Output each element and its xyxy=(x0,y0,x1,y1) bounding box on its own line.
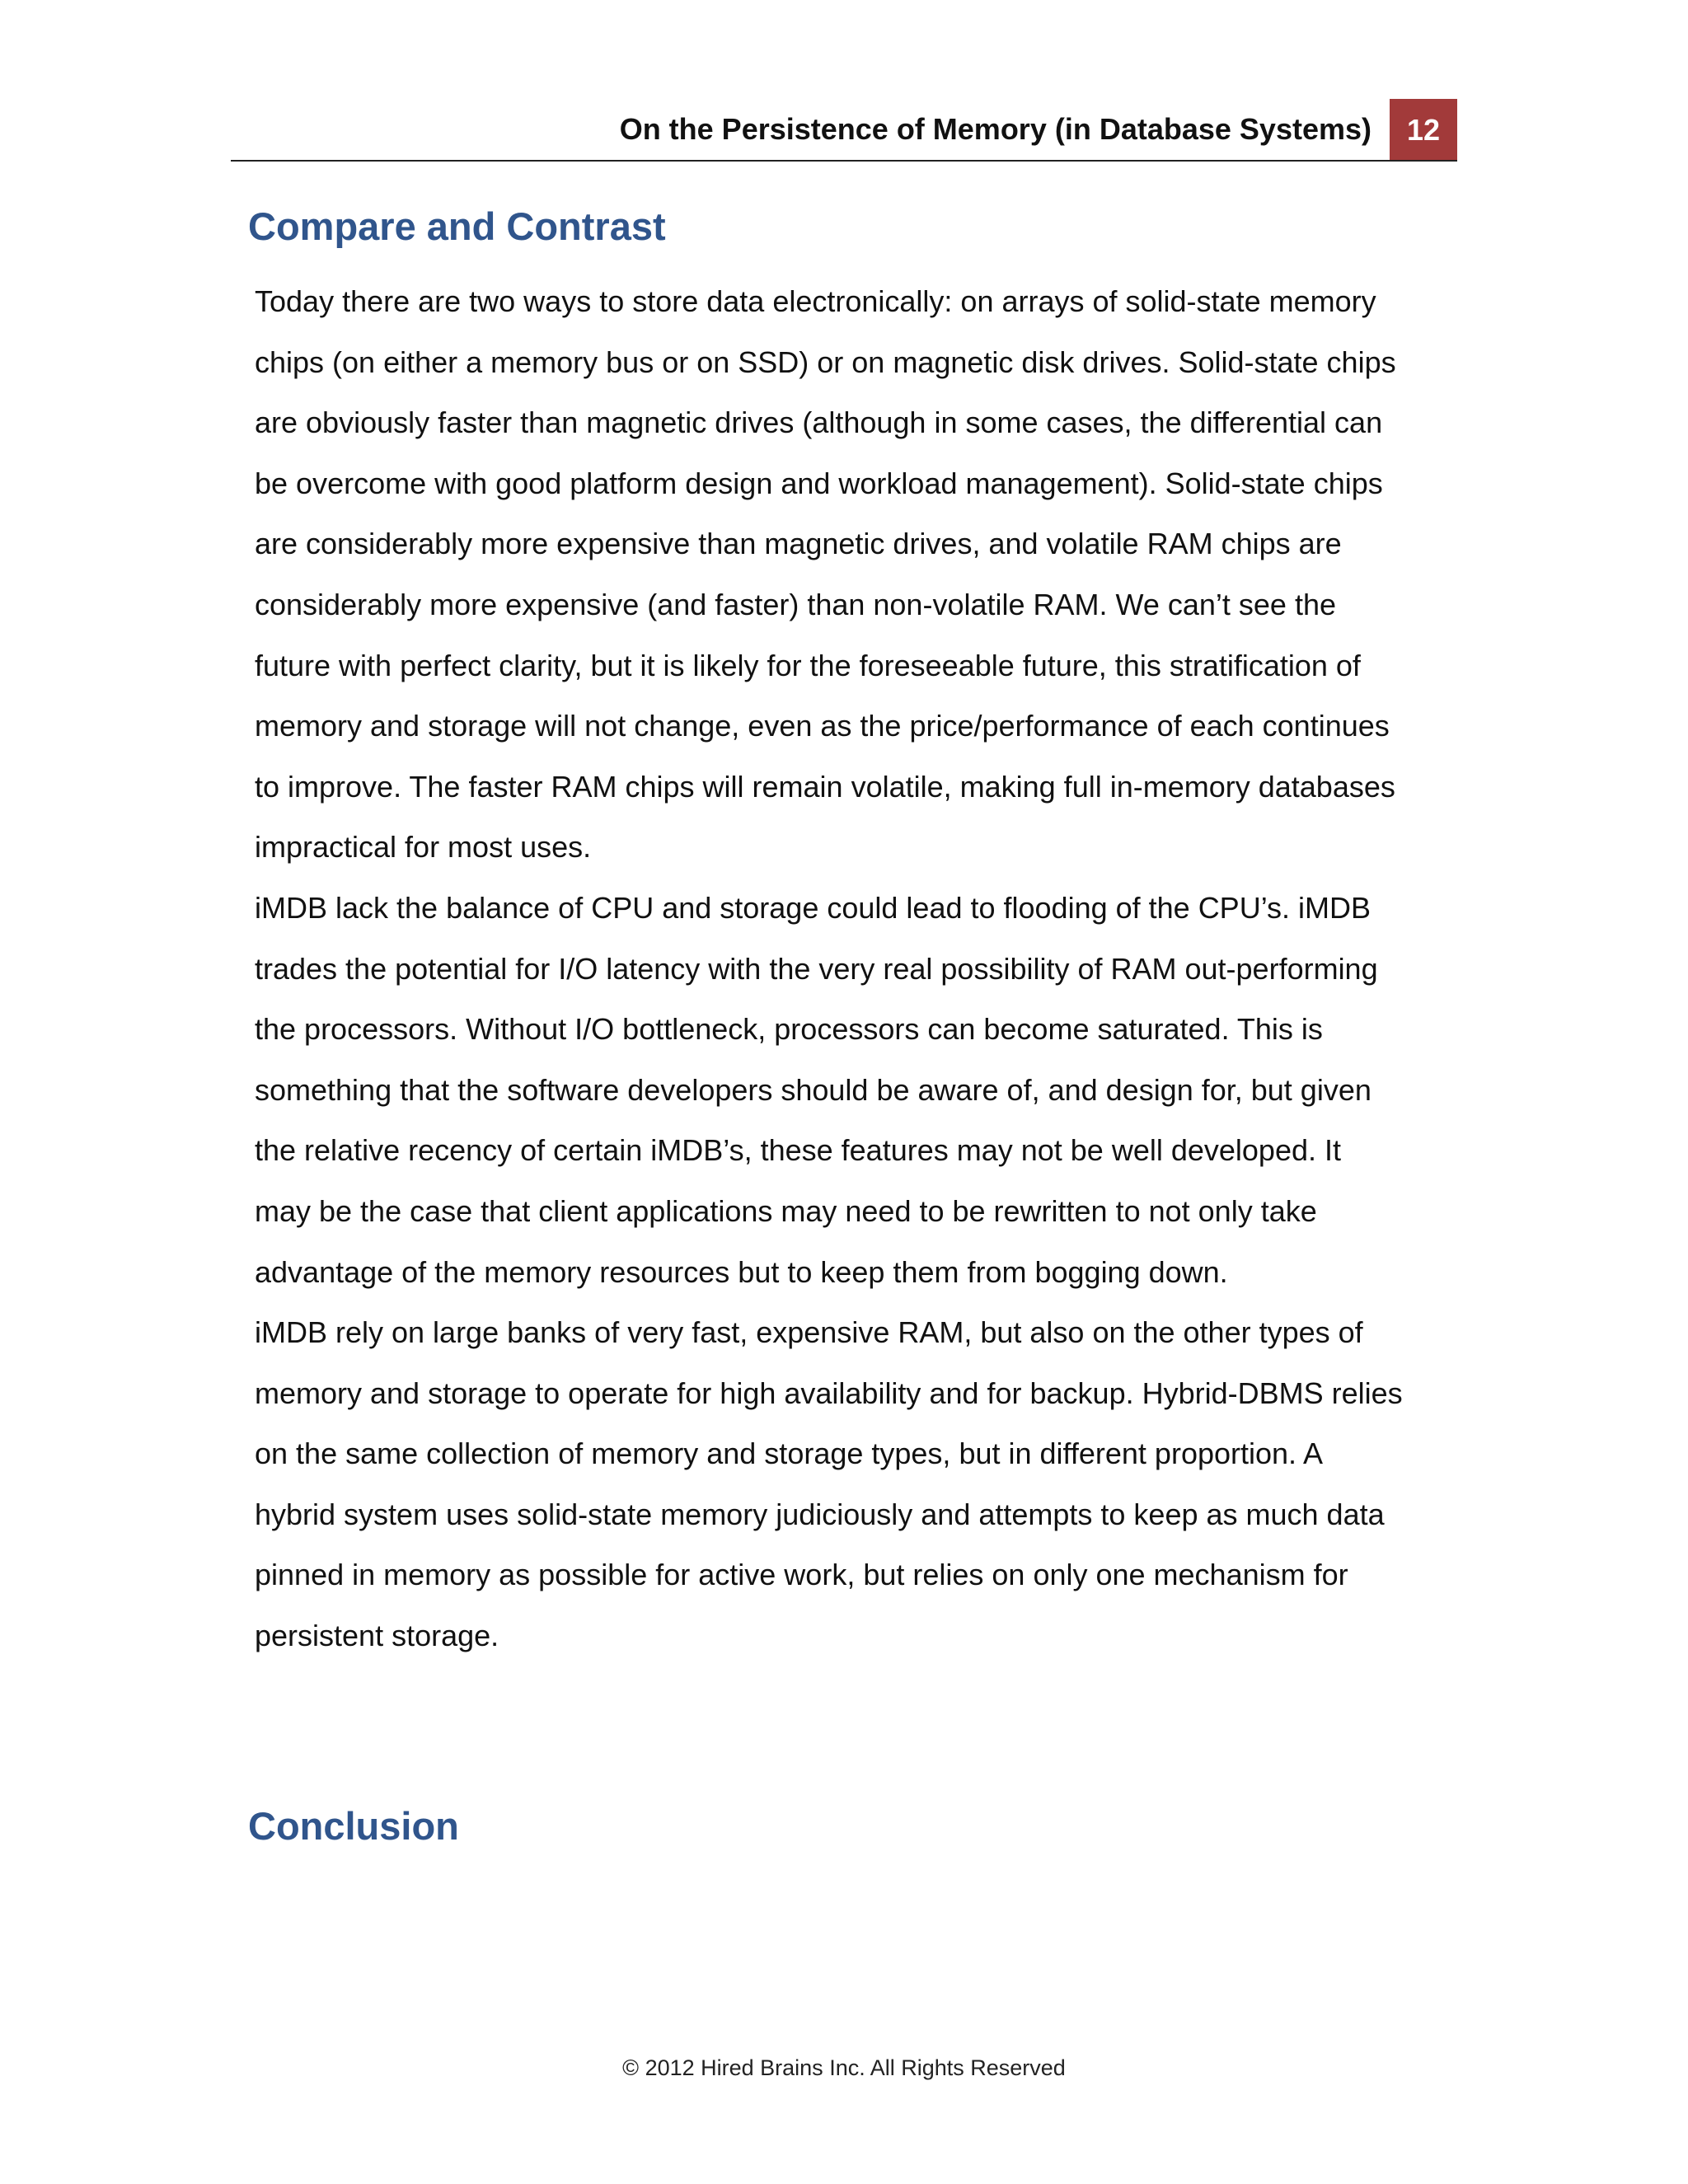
paragraph-line: persistent storage. xyxy=(255,1619,499,1653)
paragraph-line: Today there are two ways to store data electronically: on arrays of solid-state memory xyxy=(255,284,1376,318)
paragraph-line: are obviously faster than magnetic drives (although in some cases, the differential can xyxy=(255,405,1383,440)
paragraph-line: memory and storage will not change, even as the price/performance of each continues xyxy=(255,709,1390,743)
section-heading-conclusion: Conclusion xyxy=(248,1804,459,1848)
paragraph-line: something that the software developers should be aware of, and design for, but given xyxy=(255,1072,1372,1107)
paragraph-line: advantage of the memory resources but to keep them from bogging down. xyxy=(255,1254,1228,1289)
header-rule xyxy=(231,160,1457,162)
paragraph-line: iMDB rely on large banks of very fast, expensive RAM, but also on the other types of xyxy=(255,1315,1363,1350)
header-title: On the Persistence of Memory (in Database Systems) xyxy=(619,112,1372,146)
copyright-footer: © 2012 Hired Brains Inc. All Rights Reserved xyxy=(622,2055,1066,2080)
running-header xyxy=(231,99,1457,162)
paragraph-line: on the same collection of memory and storage types, but in different proportion. A xyxy=(255,1436,1324,1471)
paragraph-line: pinned in memory as possible for active work, but relies on only one mechanism for xyxy=(255,1558,1348,1592)
paragraph-line: impractical for most uses. xyxy=(255,830,592,865)
paragraph-line: may be the case that client applications may need to be rewritten to not only take xyxy=(255,1193,1317,1228)
section-body-compare-and-contrast xyxy=(255,279,1458,1674)
paragraph-line: the processors. Without I/O bottleneck, processors can become saturated. This is xyxy=(255,1012,1323,1047)
paragraph-line: future with perfect clarity, but it is likely for the foreseeable future, this stratification of xyxy=(255,648,1361,682)
paragraph-line: to improve. The faster RAM chips will remain volatile, making full in-memory databases xyxy=(255,769,1395,804)
paragraph-line: hybrid system uses solid-state memory judiciously and attempts to keep as much data xyxy=(255,1497,1385,1531)
paragraph-line: trades the potential for I/O latency with the very real possibility of RAM out-performing xyxy=(255,951,1378,986)
paragraph-line: are considerably more expensive than magnetic drives, and volatile RAM chips are xyxy=(255,527,1342,561)
paragraph-line: memory and storage to operate for high availability and for backup. Hybrid-DBMS relies xyxy=(255,1376,1403,1410)
paragraph-line: considerably more expensive (and faster) than non-volatile RAM. We can’t see the xyxy=(255,587,1336,621)
paragraph-line: iMDB lack the balance of CPU and storage could lead to flooding of the CPU’s. iMDB xyxy=(255,890,1372,925)
paragraph-line: be overcome with good platform design and workload management). Solid-state chips xyxy=(255,466,1383,500)
paragraph-line: chips (on either a memory bus or on SSD) or on magnetic disk drives. Solid-state chips xyxy=(255,344,1396,379)
section-heading-compare-and-contrast: Compare and Contrast xyxy=(248,204,666,248)
page-number-badge: 12 xyxy=(1390,99,1457,162)
paragraph-line: the relative recency of certain iMDB’s, these features may not be well developed. It xyxy=(255,1133,1342,1168)
